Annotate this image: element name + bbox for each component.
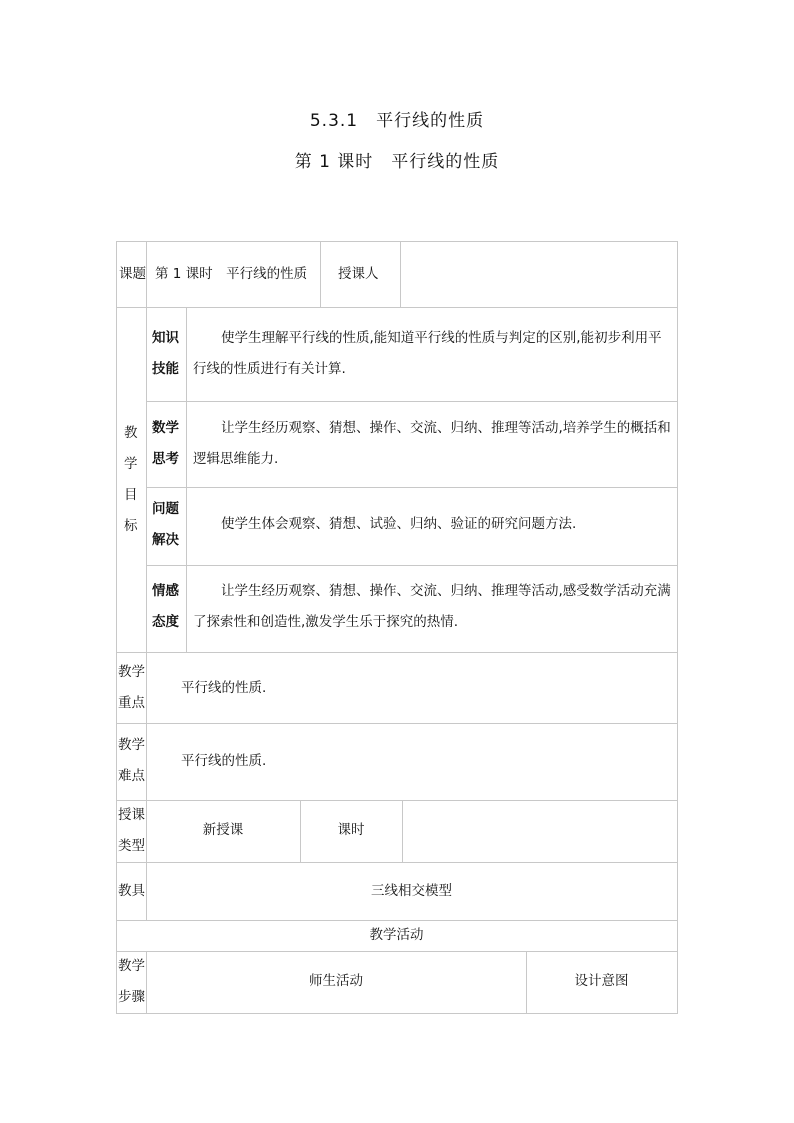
objective-label: 思考 bbox=[152, 451, 179, 467]
objective-label: 数学 bbox=[152, 420, 179, 436]
key-label: 重点 bbox=[118, 695, 145, 711]
steps-label: 步骤 bbox=[118, 989, 145, 1005]
objective-label: 技能 bbox=[152, 361, 179, 377]
type-value: 新授课 bbox=[202, 822, 244, 838]
difficulty-label: 教学 bbox=[118, 737, 145, 753]
activity-column-header: 师生活动 bbox=[309, 973, 363, 989]
key-label: 教学 bbox=[118, 664, 145, 680]
tools-value: 三线相交模型 bbox=[371, 883, 452, 899]
tools-label: 教具 bbox=[118, 883, 145, 899]
topic-label: 课题 bbox=[119, 266, 146, 282]
objectives-label-char: 学 bbox=[124, 456, 138, 472]
objective-text: 让学生经历观察、猜想、操作、交流、归纳、推理等活动,感受数学活动充满了探索性和创造性,激发学生乐于探究的热情. bbox=[193, 583, 671, 630]
objective-label: 态度 bbox=[152, 614, 179, 630]
activities-header: 教学活动 bbox=[369, 927, 424, 943]
objectives-label-char: 目 bbox=[124, 487, 138, 503]
teacher-label: 授课人 bbox=[338, 266, 379, 282]
type-label: 授课 bbox=[118, 807, 145, 823]
objective-text: 使学生体会观察、猜想、试验、归纳、验证的研究问题方法. bbox=[221, 516, 577, 532]
key-value: 平行线的性质. bbox=[181, 680, 267, 696]
difficulty-label: 难点 bbox=[118, 768, 145, 784]
objectives-label-char: 教 bbox=[124, 425, 138, 441]
objectives-label-char: 标 bbox=[124, 518, 138, 534]
objective-text: 使学生理解平行线的性质,能知道平行线的性质与判定的区别,能初步利用平行线的性质进行有关计算. bbox=[193, 330, 662, 377]
type-label: 类型 bbox=[118, 838, 145, 854]
topic-value: 第 1 课时 平行线的性质 bbox=[155, 266, 308, 282]
objective-text: 让学生经历观察、猜想、操作、交流、归纳、推理等活动,培养学生的概括和逻辑思维能力. bbox=[193, 420, 671, 467]
objective-label: 解决 bbox=[152, 532, 179, 548]
difficulty-value: 平行线的性质. bbox=[181, 753, 267, 769]
objective-label: 问题 bbox=[152, 501, 179, 517]
steps-label: 教学 bbox=[118, 958, 145, 974]
period-label: 课时 bbox=[337, 822, 365, 838]
objective-label: 情感 bbox=[152, 583, 179, 599]
objective-label: 知识 bbox=[152, 330, 179, 346]
intent-column-header: 设计意图 bbox=[574, 973, 629, 989]
document-subtitle: 第 1 课时 平行线的性质 bbox=[294, 152, 500, 172]
document-title: 5.3.1 平行线的性质 bbox=[309, 111, 485, 131]
